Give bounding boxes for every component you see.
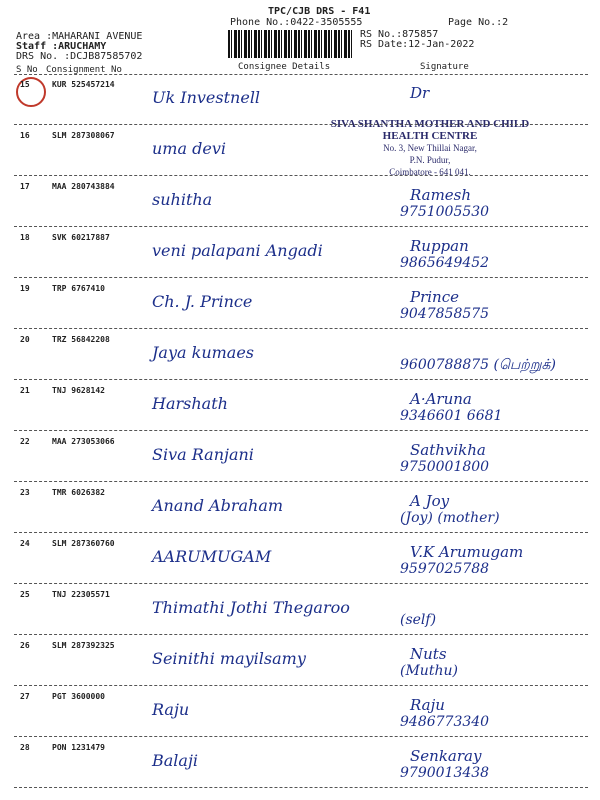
drs-number: DRS No. :DCJB87585702	[16, 51, 143, 62]
row-divider	[14, 328, 588, 329]
row-divider	[14, 277, 588, 278]
row-consignee-name: Uk Investnell	[152, 88, 261, 107]
row-sno: 23	[20, 488, 30, 497]
rs-date: RS Date:12-Jan-2022	[360, 39, 475, 50]
row-divider	[14, 175, 588, 176]
row-divider	[14, 430, 588, 431]
row-consignment: MAA 273053066	[52, 437, 115, 446]
row-consignee-name: Balaji	[152, 751, 199, 770]
row-signature: Ruppan	[410, 237, 469, 255]
row-signature-note: 9600788875 (பெற்றுக்)	[400, 357, 556, 373]
row-consignee-name: AARUMUGAM	[152, 547, 272, 566]
row-divider	[14, 583, 588, 584]
row-signature: Dr	[410, 84, 430, 102]
row-signature: Raju	[410, 696, 445, 714]
row-divider	[14, 481, 588, 482]
column-sno: S No	[16, 65, 38, 75]
row-consignee-name: Raju	[152, 700, 190, 719]
row-signature-note: 9047858575	[400, 306, 490, 322]
row-signature-note: (Muthu)	[400, 663, 458, 679]
row-consignee-name: Jaya kumaes	[152, 343, 255, 362]
row-divider	[14, 379, 588, 380]
column-consignment: Consignment No	[46, 65, 122, 75]
row-divider	[14, 787, 588, 788]
row-signature: A·Aruna	[410, 390, 472, 408]
staff-label: Staff :ARUCHAMY	[16, 41, 107, 52]
row-signature: A Joy	[410, 492, 450, 510]
row-consignment: TNJ 22305571	[52, 590, 110, 599]
row-signature: Ramesh	[410, 186, 472, 204]
phone-number: Phone No.:0422-3505555	[230, 17, 363, 28]
stamp-line-2: HEALTH CENTRE	[382, 130, 478, 142]
barcode-image	[228, 30, 352, 58]
row-signature-note: 9865649452	[400, 255, 490, 271]
row-divider	[14, 532, 588, 533]
row-divider	[14, 124, 588, 125]
row-consignment: TRZ 56842208	[52, 335, 110, 344]
row-consignee-name: Siva Ranjani	[152, 445, 254, 464]
row-consignee-name: suhitha	[152, 190, 213, 209]
row-signature: Prince	[410, 288, 459, 306]
row-consignment: SVK 60217887	[52, 233, 110, 242]
row-consignment: SLM 287308067	[52, 131, 115, 140]
row-consignee-name: Harshath	[152, 394, 228, 413]
row-consignment: KUR 525457214	[52, 80, 115, 89]
row-sno: 22	[20, 437, 30, 446]
row-sno: 27	[20, 692, 30, 701]
row-signature: Sathvikha	[410, 441, 486, 459]
row-signature: Nuts	[410, 645, 447, 663]
row-signature-note: 9750001800	[400, 459, 490, 475]
stamp-line-3: No. 3, New Thillai Nagar,	[383, 143, 477, 153]
row-sno: 21	[20, 386, 30, 395]
row-consignment: MAA 280743884	[52, 182, 115, 191]
row-divider	[14, 226, 588, 227]
row-sno: 26	[20, 641, 30, 650]
row-consignment: TMR 6026382	[52, 488, 105, 497]
row-consignee-name: uma devi	[152, 139, 226, 158]
page-number: Page No.:2	[448, 17, 509, 28]
row-sno: 19	[20, 284, 30, 293]
row-signature-note: (Joy) (mother)	[400, 510, 500, 526]
row-consignee-name: Ch. J. Prince	[152, 292, 253, 311]
row-consignee-name: Anand Abraham	[152, 496, 284, 515]
row-signature-note: 9346601 6681	[400, 408, 503, 424]
rs-number: RS No.:875857	[360, 29, 439, 40]
area-label: Area :MAHARANI AVENUE	[16, 31, 143, 42]
row-sno: 15	[20, 80, 30, 89]
row-divider	[14, 736, 588, 737]
row-divider	[14, 634, 588, 635]
row-signature-note: 9486773340	[400, 714, 490, 730]
document-title: TPC/CJB DRS - F41	[268, 6, 371, 17]
row-signature-note: (self)	[400, 612, 437, 628]
row-consignment: SLM 287360760	[52, 539, 115, 548]
row-sno: 17	[20, 182, 30, 191]
row-consignee-name: veni palapani Angadi	[152, 241, 323, 260]
row-sno: 25	[20, 590, 30, 599]
row-consignee-name: Seinithi mayilsamy	[152, 649, 306, 668]
row-divider	[14, 685, 588, 686]
column-consignee: Consignee Details	[238, 62, 331, 72]
row-signature-note: 9790013438	[400, 765, 490, 781]
column-signature: Signature	[420, 62, 469, 72]
header-divider	[14, 74, 588, 75]
stamp-line-4: P.N. Pudur,	[409, 155, 451, 165]
row-consignment: PGT 3600000	[52, 692, 105, 701]
row-sno: 28	[20, 743, 30, 752]
row-signature: Senkaray	[410, 747, 482, 765]
row-sno: 24	[20, 539, 30, 548]
row-sno: 18	[20, 233, 30, 242]
stamp-line-1: SIVA SHANTHA MOTHER AND CHILD	[330, 118, 530, 130]
row-consignee-name: Thimathi Jothi Thegaroo	[152, 598, 350, 617]
row-consignment: SLM 287392325	[52, 641, 115, 650]
row-signature-note: 9597025788	[400, 561, 490, 577]
row-consignment: PON 1231479	[52, 743, 105, 752]
stamp-line-5: Coimbatore - 641 041.	[389, 167, 471, 177]
row-sno: 16	[20, 131, 30, 140]
row-signature: V.K Arumugam	[410, 543, 524, 561]
row-signature-note: 9751005530	[400, 204, 490, 220]
row-consignment: TRP 6767410	[52, 284, 105, 293]
row-consignment: TNJ 9628142	[52, 386, 105, 395]
row-sno: 20	[20, 335, 30, 344]
